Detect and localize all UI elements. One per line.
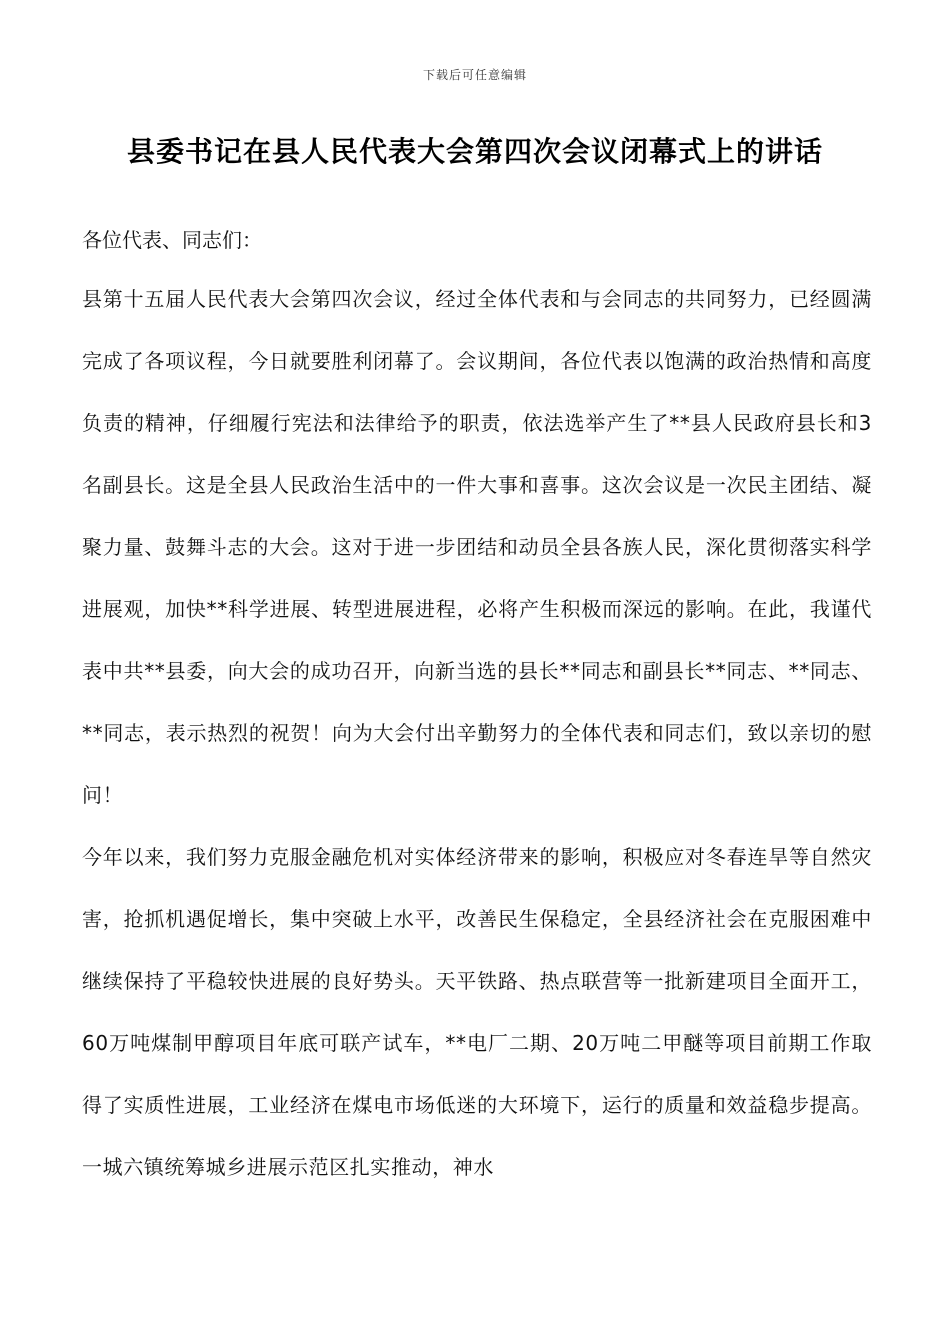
- greeting: 各位代表、同志们：: [82, 228, 262, 252]
- document-body: [82, 218, 872, 1198]
- paragraph-2: 今年以来，我们努力克服金融危机对实体经济带来的影响，积极应对冬春连旱等自然灾害，抢抓机遇促增长，集中突破上水平，改善民生保稳定，全县经济社会在克服困难中继续保持了平稳较快进展的良好势头。天平铁路、热点联营等一批新建项目全面开工，60万吨煤制甲醇项目年底可联产试车，**电厂二期、20万吨二甲醚等项目前期工作取得了实质性进展，工业经济在煤电市场低迷的大环境下，运行的质量和效益稳步提高。一城六镇统筹城乡进展示范区扎实推动，神水: [82, 845, 872, 1179]
- paragraph-1: 县第十五届人民代表大会第四次会议，经过全体代表和与会同志的共同努力，已经圆满完成了各项议程，今日就要胜利闭幕了。会议期间，各位代表以饱满的政治热情和高度负责的精神，仔细履行宪法和法律给予的职责，依法选举产生了**县人民政府县长和3名副县长。这是全县人民政治生活中的一件大事和喜事。这次会议是一次民主团结、凝聚力量、鼓舞斗志的大会。这对于进一步团结和动员全县各族人民，深化贯彻落实科学进展观，加快**科学进展、转型进展进程，必将产生积极而深远的影响。在此，我谨代表中共**县委，向大会的成功召开，向新当选的县长**同志和副县长**同志、**同志、**同志，表示热烈的祝贺！向为大会付出辛勤努力的全体代表和同志们，致以亲切的慰问！: [82, 287, 872, 807]
- document-title: 县委书记在县人民代表大会第四次会议闭幕式上的讲话: [126, 135, 823, 168]
- header-note: 下载后可任意编辑: [422, 68, 527, 82]
